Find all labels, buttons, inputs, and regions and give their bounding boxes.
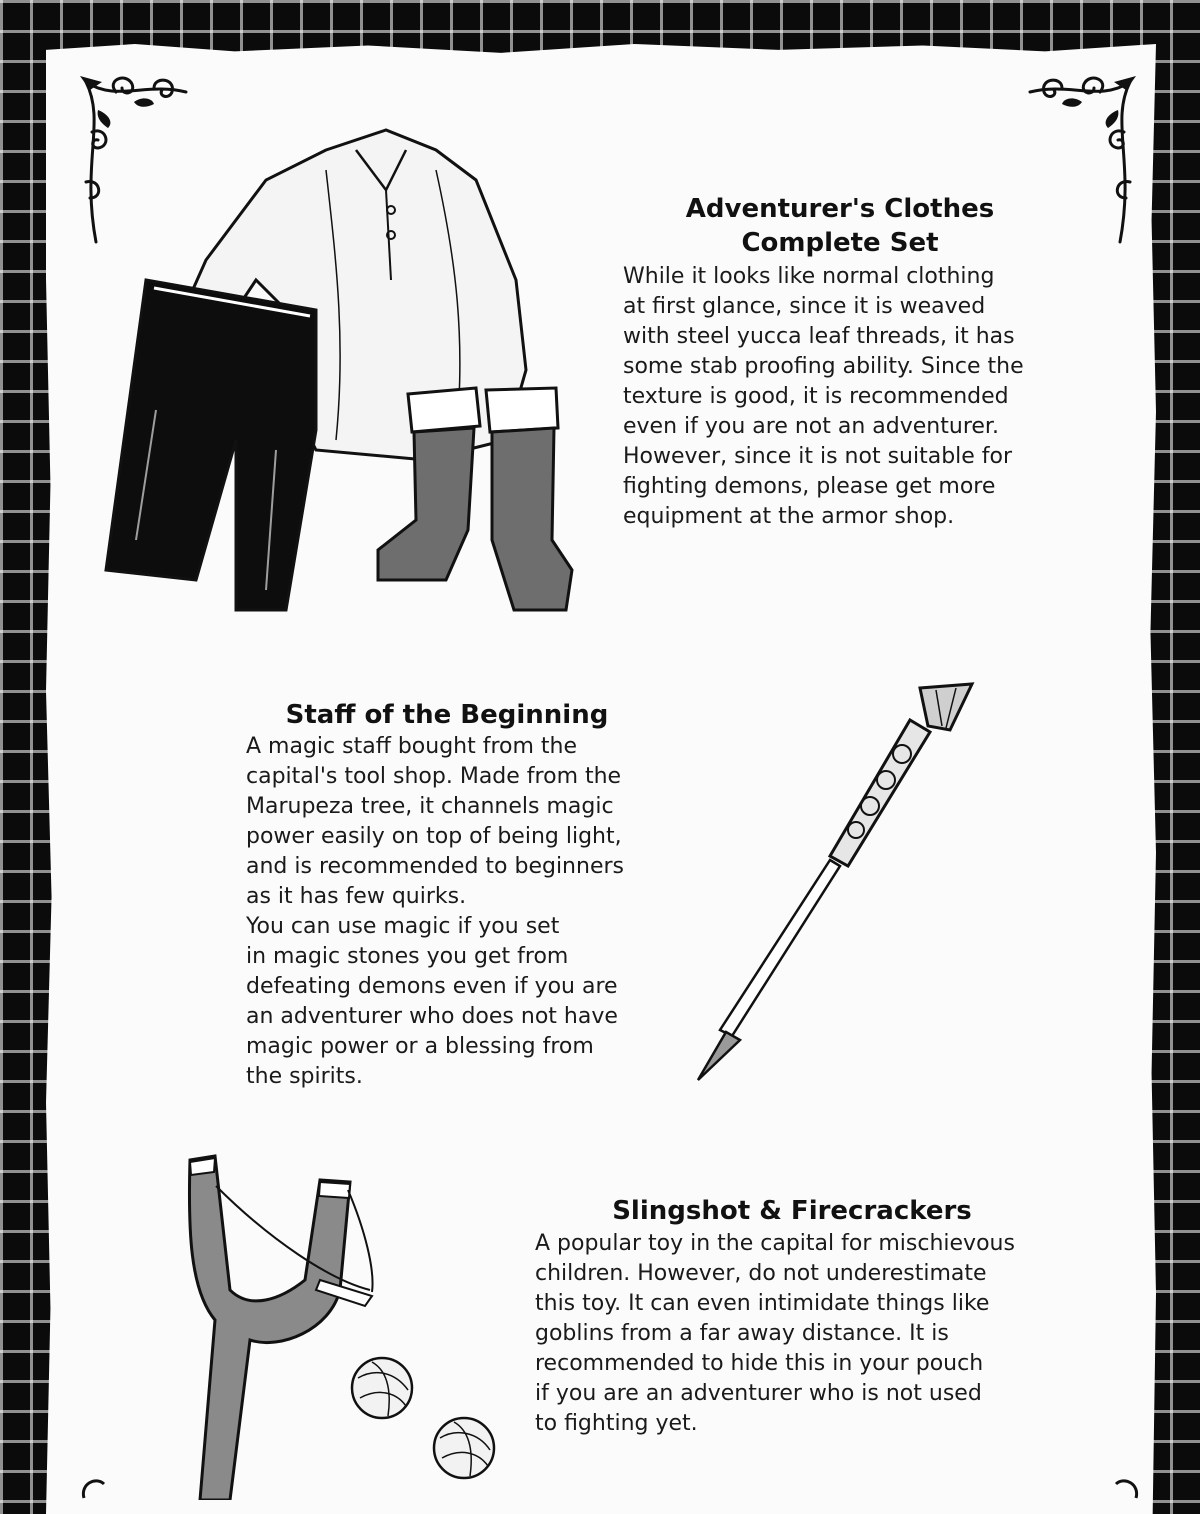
- item-title-clothes: Adventurer's Clothes Complete Set: [685, 194, 995, 258]
- item-description-clothes: While it looks like normal clothing at first glance, since it is weaved with steel yucca leaf threads, it has some stab proofing ability. Since the texture is good, it is recommended even if you are not an adventurer. However, since it is not suitable for fighting demons, please get more equipment at the armor shop.: [623, 264, 1024, 529]
- corner-flourish-bottom-left: [76, 1462, 116, 1500]
- item-title-slingshot: Slingshot & Firecrackers: [612, 1196, 972, 1226]
- shirt-pants-boots-illustration: [96, 110, 606, 630]
- item-description-slingshot: A popular toy in the capital for mischievous children. However, do not underestimate this toy. It can even intimidate things like goblins from a far away distance. It is recommended to hide this in your pouch if you are an adventurer who is not used to fighting yet.: [535, 1231, 1015, 1436]
- slingshot-firecrackers-illustration: [160, 1130, 530, 1500]
- corner-flourish-bottom-right: [1104, 1462, 1144, 1500]
- item-title-staff: Staff of the Beginning: [285, 700, 609, 730]
- item-description-staff: A magic staff bought from the capital's tool shop. Made from the Marupeza tree, it channels magic power easily on top of being light, and is recommended to beginners as it has few quirks. You can use magic if you set in magic stones you get from defeating demons even if you are an adventurer who does not have magic power or a blessing from the spirits.: [246, 734, 624, 1089]
- magic-staff-illustration: [680, 680, 990, 1090]
